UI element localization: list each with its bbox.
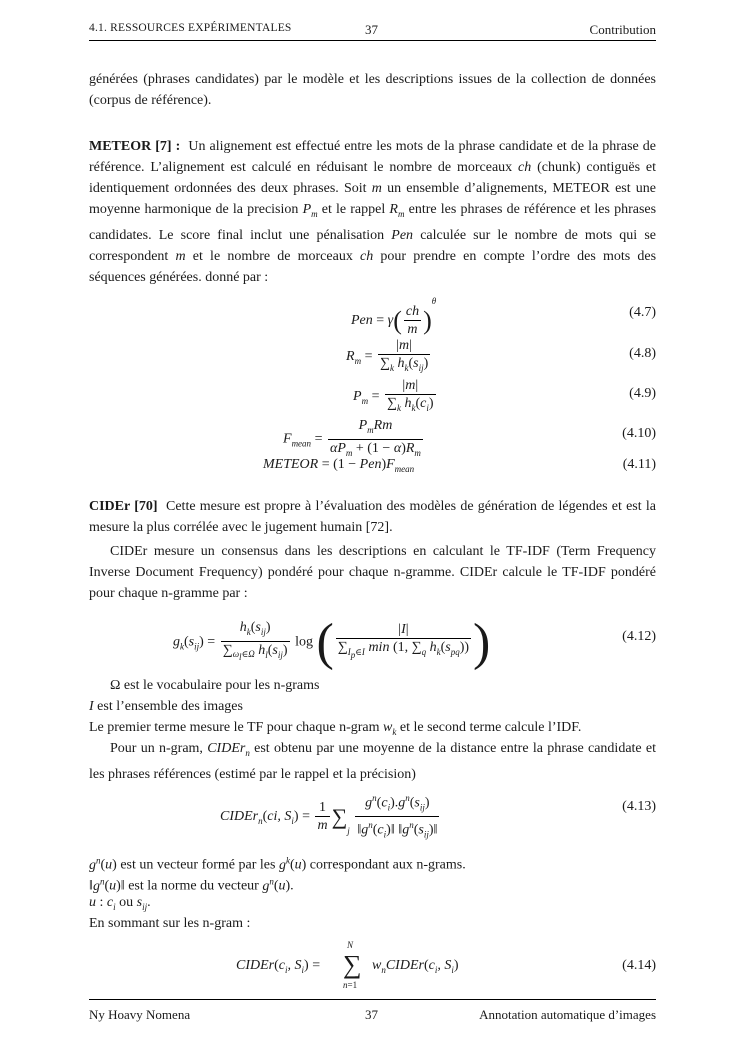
equation-4-13: CIDEr$_n$(ci, $S_i$) = $\frac{1}{m}$ $\sum_j$ $\frac{g^n(c_i).g^n(s_{ij})}{‖g^n(c_i)‖ ‖g^n(s_{ij})‖}$ (4.13) (89, 786, 656, 836)
tf-idf-definition: Le premier terme mesure le TF pour chaque n-gram $w_k$ et le second terme calcule l’IDF. (89, 720, 582, 737)
equation-4-7: Pen = γ( $\frac{ch}{m}$ )$^\theta$ (4.7) (351, 296, 656, 338)
equation-number: (4.8) (629, 346, 656, 361)
meteor-heading: METEOR [7] : (89, 139, 181, 154)
header-section: 4.1. RESSOURCES EXPÉRIMENTALES (89, 22, 292, 34)
page-footer (89, 999, 656, 1027)
equation-number: (4.13) (622, 799, 656, 814)
meteor-paragraph: METEOR [7] : Un alignement est effectué entre les mots de la phrase candidate et de la phrase de référence. L’alignement est calculé en réduisant le nombre de morceaux ch (chunk) contiguës et identiquement ordonnées des deux phrases. Soit m un ensemble d’alignements, METEOR est une moyenne harmonique de la precision $P_m$ et le rappel $R_m$ entre les phrases de référence et les phrases candidates. Le score final inclut une pénalisation Pen calculée sur le nombre de mots qui se correspondent m et le nombre de morceaux ch pour prendre en compte l’ordre des mots des séquences générées. donné par : (89, 139, 657, 285)
equation-number: (4.10) (622, 426, 656, 441)
cider-paragraph: CIDEr [70] Cette mesure est propre à l’évaluation des modèles de génération de légendes et est la mesure la plus corrélée avec le jugement humain [72]. (89, 499, 656, 535)
equation-4-9: $P_m$ = $\frac{|m|}{\sum_k h_k(c_i)}$ (4.9) (353, 378, 656, 413)
equation-number: (4.7) (629, 305, 656, 320)
equation-4-11: METEOR = $(1 - Pen)F_{mean}$ (4.11) (263, 457, 656, 474)
header-page-number: 37 (365, 22, 378, 37)
gn-definition: $g^n(u)$ est un vecteur formé par les $g^k(u)$ correspondant aux n-grams. (89, 855, 466, 873)
header-chapter: Contribution (589, 22, 656, 37)
equation-number: (4.14) (622, 958, 656, 973)
footer-page-number: 37 (365, 1007, 378, 1022)
footer-title: Annotation automatique d’images (479, 1007, 656, 1022)
intro-paragraph: générées (phrases candidates) par le modèle et les descriptions issues de la collection de données (corpus de référence). (89, 72, 656, 108)
omega-definition: Ω est le vocabulaire pour les n-grams (110, 678, 320, 693)
norm-definition: $‖g^n(u)‖$ est la norme du vecteur $g^n(u)$. (89, 876, 294, 894)
u-definition: u : $c_i$ ou $s_{ij}$. (89, 895, 151, 912)
equation-number: (4.9) (629, 386, 656, 401)
equation-number: (4.12) (622, 629, 656, 644)
equation-4-14: $CIDEr(c_i$, $S_i$) = N ∑ n=1 $w_nCIDEr(c_i$, $S_i$) (4.14) (236, 940, 656, 990)
images-definition: I est l’ensemble des images (89, 699, 243, 714)
equation-number: (4.11) (622, 457, 656, 472)
page-header (89, 22, 656, 41)
equation-4-10: $F_{mean}$ = $\frac{P_mRm}{\alpha P_m + (1 - \alpha)R_m}$ (4.10) (283, 418, 656, 458)
sum-intro: En sommant sur les n-gram : (89, 916, 251, 931)
cidern-paragraph: Pour un n-gram, CIDEr$_n$ est obtenu par une moyenne de la distance entre la phrase candidate et les phrases références (estimé par le rappel et la précision) (89, 741, 657, 782)
footer-author: Ny Hoavy Nomena (89, 1007, 191, 1022)
cider-description: CIDEr mesure un consensus dans les descriptions en calculant le TF-IDF (Term Frequency Inverse Document Frequency) pondéré pour chaque n-gramme. CIDEr calcule le TF-IDF pondéré pour chaque n-gramme par : (89, 544, 656, 601)
equation-4-8: $R_m$ = $\frac{|m|}{\sum_k h_k(s_{ij})}$ (4.8) (346, 338, 656, 373)
equation-4-12: $g_k(s_{ij})$ = $\frac{h_k(s_{ij})}{\sum_{\omega_l\in\Omega} h_l(s_{ij})}$ log ( $\frac{|I|}{\sum_{I_p\in I} \min (1, \sum_q h_k(s_{pq}))}$ ) (4.12) (173, 614, 656, 671)
cider-heading: CIDEr [70] (89, 499, 158, 514)
